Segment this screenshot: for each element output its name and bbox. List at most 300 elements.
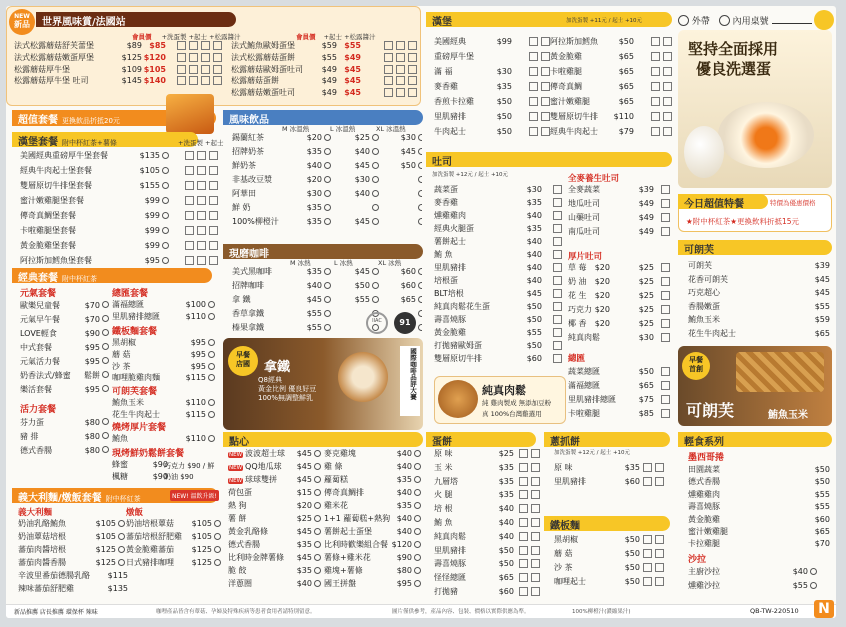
select-circle[interactable]	[324, 324, 331, 331]
select-circle[interactable]	[102, 418, 109, 425]
option-box[interactable]	[663, 97, 672, 106]
item-price: $35	[498, 476, 514, 486]
option-box[interactable]	[408, 76, 417, 85]
select-circle[interactable]	[314, 528, 321, 535]
option-box[interactable]	[553, 185, 562, 194]
item-price: $30	[354, 175, 370, 184]
option-box[interactable]	[643, 477, 652, 486]
option-box[interactable]	[408, 65, 417, 74]
option-box[interactable]	[663, 67, 672, 76]
option-box[interactable]	[541, 112, 550, 121]
item-name: LOVE輕食	[20, 329, 57, 338]
select-circle[interactable]	[372, 190, 379, 197]
select-circle[interactable]	[324, 204, 331, 211]
option-box[interactable]	[396, 41, 405, 50]
option-box[interactable]	[651, 127, 660, 136]
option-box[interactable]	[529, 97, 538, 106]
select-circle[interactable]	[118, 533, 125, 540]
option-box[interactable]	[553, 302, 562, 311]
option-box[interactable]	[384, 41, 393, 50]
select-circle[interactable]	[324, 162, 331, 169]
select-circle[interactable]	[314, 541, 321, 548]
option-box[interactable]	[553, 211, 562, 220]
option-box[interactable]	[531, 573, 540, 582]
select-circle[interactable]	[372, 218, 379, 225]
select-circle[interactable]	[414, 515, 421, 522]
option-box[interactable]	[519, 546, 528, 555]
option-box[interactable]	[209, 151, 218, 160]
select-circle[interactable]	[314, 567, 321, 574]
select-circle[interactable]	[102, 315, 109, 322]
option-box[interactable]	[663, 52, 672, 61]
option-box[interactable]	[655, 477, 664, 486]
option-boxes	[658, 185, 670, 197]
option-box[interactable]	[209, 256, 218, 265]
snack-item	[324, 552, 422, 565]
select-circle[interactable]	[102, 301, 109, 308]
option-box[interactable]	[531, 449, 540, 458]
option-box[interactable]	[177, 65, 186, 74]
option-box[interactable]	[177, 76, 186, 85]
select-circle[interactable]	[372, 134, 379, 141]
select-circle[interactable]	[102, 357, 109, 364]
select-circle[interactable]	[118, 520, 125, 527]
item-name: 里肌豬排	[434, 112, 466, 121]
item-name: 脆 餃	[228, 566, 247, 575]
option-box[interactable]	[541, 52, 550, 61]
item-name: 黃金脆雞堡套餐	[20, 241, 76, 250]
option-box[interactable]	[531, 587, 540, 596]
select-circle[interactable]	[418, 190, 422, 197]
option-box[interactable]	[197, 226, 206, 235]
option-box[interactable]	[384, 65, 393, 74]
option-box[interactable]	[553, 315, 562, 324]
option-box[interactable]	[185, 181, 194, 190]
option-box[interactable]	[541, 127, 550, 136]
option-box[interactable]	[553, 328, 562, 337]
select-circle[interactable]	[372, 282, 379, 289]
select-circle[interactable]	[324, 148, 331, 155]
item-name: 蕃茄肉醬培根	[18, 545, 66, 554]
option-box[interactable]	[651, 82, 660, 91]
select-circle[interactable]	[372, 204, 379, 211]
option-box[interactable]	[663, 82, 672, 91]
item-name: 洋蔥圈	[228, 579, 252, 588]
dinein-checkbox[interactable]	[719, 15, 730, 26]
option-box[interactable]	[661, 291, 670, 300]
size-label: M 冰溫熱	[282, 125, 310, 133]
option-box[interactable]	[661, 263, 670, 272]
select-circle[interactable]	[314, 450, 321, 457]
select-circle[interactable]	[162, 197, 169, 204]
option-box[interactable]	[651, 37, 660, 46]
select-circle[interactable]	[372, 268, 379, 275]
option-box[interactable]	[189, 76, 198, 85]
item-name: 咖哩脆雞肉麵	[112, 373, 160, 383]
select-circle[interactable]	[414, 541, 421, 548]
option-boxes	[658, 319, 670, 331]
option-box[interactable]	[213, 53, 222, 62]
select-circle[interactable]	[372, 162, 379, 169]
option-box[interactable]	[529, 52, 538, 61]
select-circle[interactable]	[314, 554, 321, 561]
select-circle[interactable]	[102, 432, 109, 439]
option-box[interactable]	[519, 490, 528, 499]
option-box[interactable]	[209, 226, 218, 235]
item-name: 球球雙拼	[245, 475, 278, 484]
option-box[interactable]	[197, 241, 206, 250]
croissant-item	[688, 274, 830, 288]
select-circle[interactable]	[102, 385, 109, 392]
option-box[interactable]	[661, 227, 670, 236]
select-circle[interactable]	[208, 313, 215, 320]
item-price: $99	[144, 196, 160, 205]
option-box[interactable]	[185, 151, 194, 160]
select-circle[interactable]	[102, 446, 109, 453]
select-circle[interactable]	[324, 218, 331, 225]
option-box[interactable]	[408, 53, 417, 62]
option-box[interactable]	[519, 518, 528, 527]
select-circle[interactable]	[314, 502, 321, 509]
option-box[interactable]	[177, 53, 186, 62]
option-box[interactable]	[197, 166, 206, 175]
option-box[interactable]	[553, 289, 562, 298]
option-box[interactable]	[197, 196, 206, 205]
drink-item	[232, 202, 422, 216]
item-price: $50	[638, 367, 654, 376]
item-price: $25	[638, 305, 654, 314]
select-circle[interactable]	[810, 582, 817, 589]
select-circle[interactable]	[314, 515, 321, 522]
select-circle[interactable]	[208, 339, 215, 346]
option-box[interactable]	[661, 319, 670, 328]
option-box[interactable]	[651, 112, 660, 121]
item-name: 100%柳橙汁	[232, 217, 279, 226]
option-box[interactable]	[531, 518, 540, 527]
select-circle[interactable]	[414, 476, 421, 483]
option-box[interactable]	[661, 185, 670, 194]
option-box[interactable]	[201, 53, 210, 62]
option-box[interactable]	[529, 82, 538, 91]
item-name: 咖哩起士	[554, 577, 586, 586]
select-circle[interactable]	[102, 371, 109, 378]
select-circle[interactable]	[324, 310, 331, 317]
option-boxes	[658, 291, 670, 303]
select-circle[interactable]	[418, 176, 422, 183]
select-circle[interactable]	[102, 329, 109, 336]
option-box[interactable]	[529, 37, 538, 46]
item-name: 蔬菜總匯	[568, 367, 600, 376]
option-box[interactable]	[553, 354, 562, 363]
option-box[interactable]	[663, 112, 672, 121]
egg-item	[434, 489, 542, 503]
option-box[interactable]	[209, 196, 218, 205]
set-item	[20, 341, 112, 355]
select-circle[interactable]	[414, 554, 421, 561]
select-circle[interactable]	[418, 324, 422, 331]
option-box[interactable]	[541, 97, 550, 106]
item-price: $115	[185, 409, 206, 419]
select-circle[interactable]	[162, 182, 169, 189]
select-circle[interactable]	[414, 502, 421, 509]
item-price: $35	[498, 462, 514, 472]
select-circle[interactable]	[314, 463, 321, 470]
select-circle[interactable]	[214, 533, 221, 540]
option-box[interactable]	[553, 341, 562, 350]
option-box[interactable]	[197, 151, 206, 160]
option-box[interactable]	[189, 53, 198, 62]
option-box[interactable]	[185, 226, 194, 235]
option-box[interactable]	[519, 573, 528, 582]
option-box[interactable]	[519, 532, 528, 541]
option-box[interactable]	[519, 477, 528, 486]
select-circle[interactable]	[162, 227, 169, 234]
pasta-item	[18, 518, 128, 531]
takeout-checkbox[interactable]	[678, 15, 689, 26]
select-circle[interactable]	[208, 351, 215, 358]
option-box[interactable]	[655, 535, 664, 544]
table-number-field[interactable]	[772, 15, 812, 24]
option-box[interactable]	[213, 41, 222, 50]
option-box[interactable]	[531, 490, 540, 499]
select-circle[interactable]	[324, 296, 331, 303]
select-circle[interactable]	[414, 528, 421, 535]
select-circle[interactable]	[208, 301, 215, 308]
option-box[interactable]	[655, 577, 664, 586]
option-box[interactable]	[209, 166, 218, 175]
select-circle[interactable]	[418, 310, 422, 317]
option-box[interactable]	[519, 587, 528, 596]
select-circle[interactable]	[414, 450, 421, 457]
option-box[interactable]	[185, 241, 194, 250]
world-title-text: 世界風味賞/法國站	[42, 17, 126, 27]
option-box[interactable]	[553, 263, 562, 272]
option-box[interactable]	[553, 237, 562, 246]
option-box[interactable]	[396, 76, 405, 85]
select-circle[interactable]	[324, 190, 331, 197]
egg-title: 蛋餅	[432, 437, 452, 447]
option-box[interactable]	[643, 463, 652, 472]
item-name: 花生牛肉起士	[688, 328, 736, 338]
item-name: 奶油培根蕈菇	[126, 519, 174, 528]
option-box[interactable]	[661, 367, 670, 376]
option-box[interactable]	[396, 88, 405, 97]
option-box[interactable]	[661, 277, 670, 286]
select-circle[interactable]	[324, 268, 331, 275]
option-box[interactable]	[541, 37, 550, 46]
option-box[interactable]	[197, 211, 206, 220]
option-box[interactable]	[553, 198, 562, 207]
option-box[interactable]	[553, 276, 562, 285]
option-box[interactable]	[553, 224, 562, 233]
thick-item	[568, 304, 672, 318]
option-box[interactable]	[661, 381, 670, 390]
option-box[interactable]	[189, 41, 198, 50]
select-circle[interactable]	[208, 399, 215, 406]
item-name: 鮮奶茶	[232, 161, 256, 170]
option-box[interactable]	[529, 127, 538, 136]
option-box[interactable]	[185, 256, 194, 265]
select-circle[interactable]	[208, 411, 215, 418]
option-box[interactable]	[197, 181, 206, 190]
select-circle[interactable]	[162, 242, 169, 249]
option-box[interactable]	[177, 41, 186, 50]
scallion-list	[554, 462, 666, 490]
select-circle[interactable]	[214, 546, 221, 553]
select-circle[interactable]	[314, 489, 321, 496]
rousong-line1: 純 雞肉製成 無添加豆粉	[482, 399, 552, 407]
option-box[interactable]	[663, 127, 672, 136]
item-price: $65	[498, 573, 514, 583]
select-circle[interactable]	[372, 148, 379, 155]
option-box[interactable]	[655, 549, 664, 558]
select-circle[interactable]	[372, 176, 379, 183]
select-circle[interactable]	[314, 580, 321, 587]
item-price: $40	[396, 527, 412, 536]
option-box[interactable]	[209, 211, 218, 220]
option-box[interactable]	[655, 463, 664, 472]
select-circle[interactable]	[418, 268, 422, 275]
select-circle[interactable]	[418, 134, 422, 141]
option-box[interactable]	[661, 199, 670, 208]
option-box[interactable]	[384, 88, 393, 97]
select-circle[interactable]	[118, 559, 125, 566]
option-box[interactable]	[519, 463, 528, 472]
option-box[interactable]	[201, 65, 210, 74]
option-box[interactable]	[384, 76, 393, 85]
item-name: 荷包蛋	[228, 488, 252, 497]
select-circle[interactable]	[214, 520, 221, 527]
select-circle[interactable]	[118, 546, 125, 553]
option-box[interactable]	[643, 535, 652, 544]
item-price: $49	[344, 52, 361, 62]
option-box[interactable]	[384, 53, 393, 62]
option-box[interactable]	[531, 477, 540, 486]
set-item	[112, 349, 218, 361]
select-circle[interactable]	[214, 559, 221, 566]
toast-item	[568, 394, 672, 408]
select-circle[interactable]	[418, 218, 422, 225]
option-box[interactable]	[529, 112, 538, 121]
option-box[interactable]	[396, 65, 405, 74]
option-box[interactable]	[531, 463, 540, 472]
select-circle[interactable]	[162, 152, 169, 159]
toast-item	[434, 288, 564, 301]
option-box[interactable]	[643, 563, 652, 572]
item-price: $95	[190, 361, 206, 371]
select-circle[interactable]	[102, 343, 109, 350]
item-price: $40	[498, 504, 514, 514]
select-circle[interactable]	[208, 374, 215, 381]
set-item	[20, 416, 112, 430]
light-item	[688, 538, 830, 550]
option-box[interactable]	[531, 546, 540, 555]
option-box[interactable]	[213, 76, 222, 85]
option-box[interactable]	[643, 549, 652, 558]
select-circle[interactable]	[162, 167, 169, 174]
option-box[interactable]	[661, 213, 670, 222]
select-circle[interactable]	[414, 489, 421, 496]
option-box[interactable]	[531, 559, 540, 568]
option-box[interactable]	[651, 52, 660, 61]
item-name: 香煎卡拉雞	[434, 97, 474, 106]
option-boxes	[648, 97, 672, 109]
select-circle[interactable]	[324, 134, 331, 141]
select-circle[interactable]	[418, 282, 422, 289]
select-circle[interactable]	[324, 282, 331, 289]
option-box[interactable]	[185, 166, 194, 175]
burger-set-sub: 附中杯紅茶+薯條	[62, 139, 117, 147]
snack-item	[228, 461, 322, 474]
daily-text-1: 附中杯紅茶	[692, 217, 731, 226]
item-price: $55	[814, 489, 830, 499]
select-circle[interactable]	[314, 476, 321, 483]
option-box[interactable]	[643, 577, 652, 586]
option-box[interactable]	[529, 67, 538, 76]
option-box[interactable]	[531, 532, 540, 541]
select-circle[interactable]	[418, 204, 422, 211]
option-box[interactable]	[185, 211, 194, 220]
drinks-band	[223, 110, 423, 125]
option-box[interactable]	[651, 97, 660, 106]
option-box[interactable]	[531, 504, 540, 513]
option-box[interactable]	[661, 395, 670, 404]
option-box[interactable]	[651, 67, 660, 76]
option-box[interactable]	[201, 41, 210, 50]
option-box[interactable]	[553, 250, 562, 259]
option-box[interactable]	[213, 65, 222, 74]
option-box[interactable]	[408, 88, 417, 97]
item-name: 原 味	[554, 463, 573, 472]
option-box[interactable]	[661, 409, 670, 418]
select-circle[interactable]	[418, 162, 422, 169]
option-box[interactable]	[655, 563, 664, 572]
option-box[interactable]	[541, 82, 550, 91]
select-circle[interactable]	[208, 435, 215, 442]
item-price: $115	[185, 373, 206, 383]
option-box[interactable]	[197, 256, 206, 265]
select-circle[interactable]	[162, 257, 169, 264]
option-box[interactable]	[661, 305, 670, 314]
option-box[interactable]	[189, 65, 198, 74]
select-circle[interactable]	[414, 567, 421, 574]
select-circle[interactable]	[324, 176, 331, 183]
option-box[interactable]	[201, 76, 210, 85]
select-circle[interactable]	[414, 580, 421, 587]
select-circle[interactable]	[162, 212, 169, 219]
option-box[interactable]	[541, 67, 550, 76]
select-circle[interactable]	[208, 363, 215, 370]
select-circle[interactable]	[372, 296, 379, 303]
option-box[interactable]	[408, 41, 417, 50]
item-name: 沙 茶	[112, 361, 131, 371]
option-box[interactable]	[185, 196, 194, 205]
select-circle[interactable]	[418, 148, 422, 155]
option-box[interactable]	[519, 504, 528, 513]
option-box[interactable]	[519, 559, 528, 568]
select-circle[interactable]	[418, 296, 422, 303]
option-box[interactable]	[396, 53, 405, 62]
select-circle[interactable]	[414, 463, 421, 470]
option-box[interactable]	[661, 333, 670, 342]
select-circle[interactable]	[810, 568, 817, 575]
option-box[interactable]	[209, 241, 218, 250]
option-box[interactable]	[519, 449, 528, 458]
item-price: $95	[84, 385, 100, 394]
option-box[interactable]	[209, 181, 218, 190]
option-box[interactable]	[663, 37, 672, 46]
item-price: $25	[638, 263, 654, 272]
